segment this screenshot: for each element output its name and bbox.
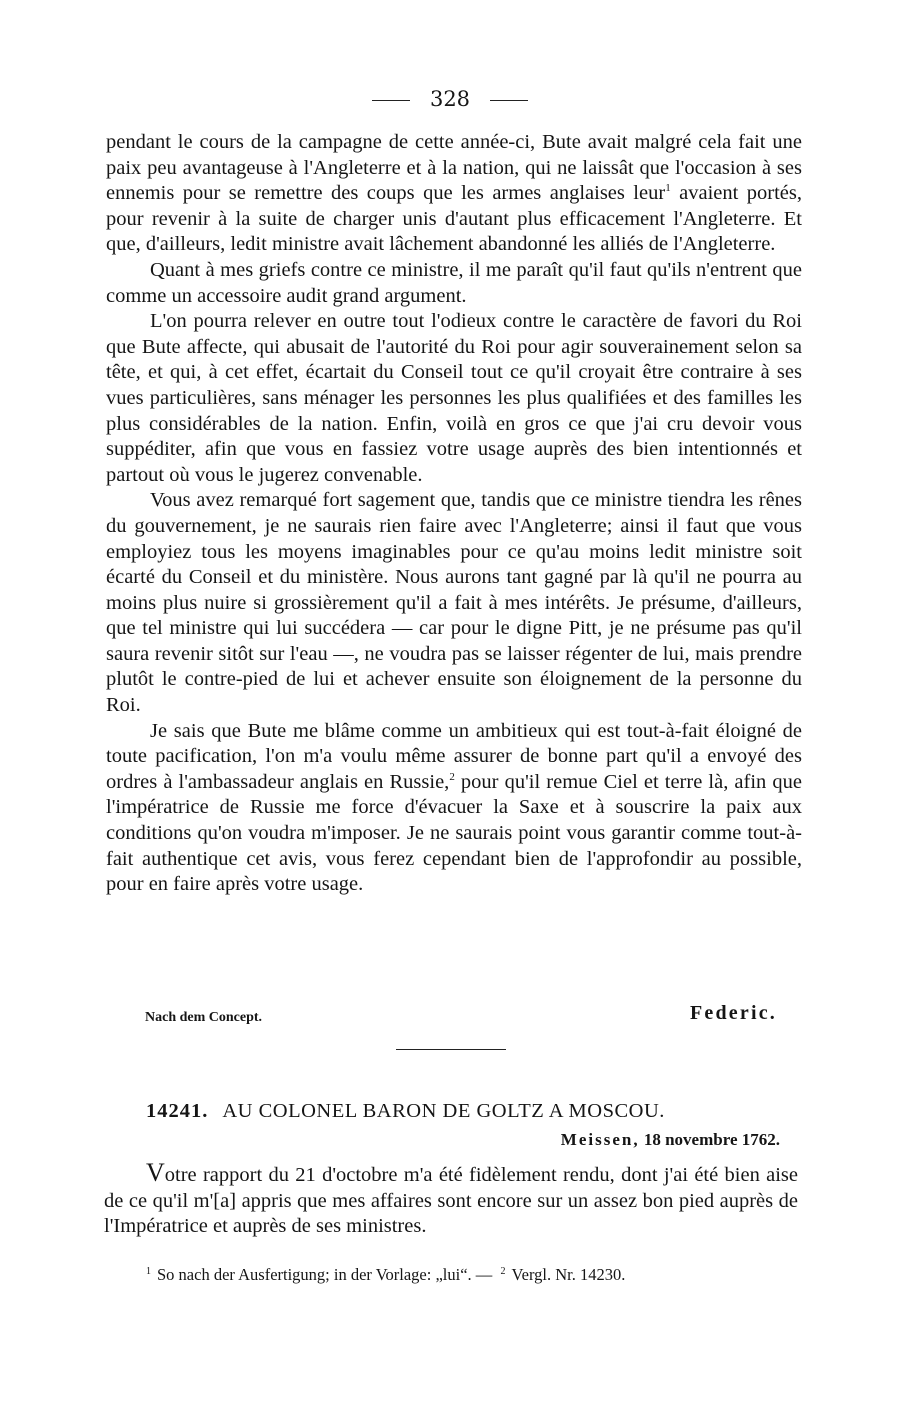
footnote-ref-2: 2 bbox=[449, 771, 455, 784]
letter-place: Meissen, bbox=[560, 1130, 640, 1149]
header-dash-right bbox=[490, 100, 528, 101]
footnote-mark-1: 1 bbox=[146, 1265, 151, 1277]
page-number: 328 bbox=[429, 87, 471, 111]
section-separator bbox=[396, 1049, 506, 1050]
letter-date: 18 novembre 1762. bbox=[643, 1130, 780, 1149]
footnotes bbox=[146, 1265, 786, 1285]
footnote-2-text: Vergl. Nr. 14230. bbox=[511, 1265, 626, 1284]
source-note: Nach dem Concept. bbox=[145, 1010, 263, 1025]
letter-paragraph-1-text: otre rapport du 21 d'octobre m'a été fidèlement rendu, dont j'ai été bien aise de ce qu'il m'[a] appris que mes affaires sont encore sur un assez bon pied auprès de l'Impératrice et auprès de ses ministres. bbox=[104, 1164, 798, 1238]
paragraph-3: L'on pourra relever en outre tout l'odieux contre le caractère de favori du Roi que Bute affecte, qui abusait de l'autorité du Roi pour agir souverainement selon sa tête, et qui, à cet effet, écartait du Conseil tout ce qu'il croyait être contraire à ses vues particulières, sans ménager les personnes les plus qualifiées et des familles les plus considérables de la nation. Enfin, voilà en gros ce que j'ai cru devoir vous suppéditer, afin que vous en fassiez votre usage auprès des bien intentionnés et partout où vous le jugerez convenable. bbox=[106, 310, 802, 486]
letter-number: 14241. bbox=[146, 1100, 209, 1122]
signature-row bbox=[145, 1002, 777, 1032]
page-header bbox=[0, 86, 900, 112]
paragraph-2: Quant à mes griefs contre ce ministre, il me paraît qu'il faut qu'ils n'entrent que comme un accessoire audit grand argument. bbox=[106, 258, 802, 307]
footnote-1-text: So nach der Ausfertigung; in der Vorlage: „lui“. — bbox=[157, 1265, 493, 1284]
paragraph-4: Vous avez remarqué fort sagement que, tandis que ce ministre tiendra les rênes du gouvernement, je ne saurais rien faire avec l'Angleterre; ainsi il faut que vous employiez tous les moyens imaginables pour ce qu'au moins ledit ministre soit écarté du Conseil et du ministère. Nous aurons tant gagné par là qu'il ne pourra au moins plus nuire si grossièrement qu'il a fait à mes intérêts. Je présume, d'ailleurs, que tel ministre qui lui succédera — car pour le digne Pitt, je ne présume pas qu'il saura revenir sitôt sur l'eau —, ne voudra pas se laisser régenter de lui, mais prendre plutôt le contre-pied de lui et achever ensuite son éloignement de la personne du Roi. bbox=[106, 489, 802, 717]
paragraph-5-text-a: Je sais que Bute me blâme comme un ambitieux qui est tout-à-fait éloigné de toute pacification, l'on m'a voulu même assurer de bonne part qu'il a envoyé des ordres à l'ambassadeur anglais en Russie, bbox=[106, 719, 802, 793]
letter-heading bbox=[146, 1100, 665, 1123]
letter-dateline bbox=[561, 1130, 780, 1150]
letter-body bbox=[104, 1160, 798, 1240]
paragraph-1-text-b: avaient portés, pour revenir à la suite de charger unis d'autant plus efficacement l'Angleterre. Et que, d'ailleurs, ledit ministre avait lâchement abandonné les alliés de l'Angleterre. bbox=[106, 182, 802, 256]
paragraph-1 bbox=[106, 130, 802, 258]
paragraph-1-text-a: pendant le cours de la campagne de cette année-ci, Bute avait malgré cela fait une paix peu avantageuse à l'Angleterre et à la nation, qui ne laissât que l'occasion à ses ennemis pour se remettre des coups que les armes anglaises leur bbox=[106, 131, 802, 205]
letter-title: AU COLONEL BARON DE GOLTZ A MOSCOU. bbox=[222, 1100, 665, 1122]
footnote-mark-2: 2 bbox=[500, 1265, 506, 1277]
signature: Federic. bbox=[689, 1002, 777, 1024]
paragraph-5 bbox=[106, 719, 802, 898]
paragraph-5-text-b: pour qu'il remue Ciel et terre là, afin que l'impératrice de Russie me force d'évacuer la Saxe et à souscrire la paix aux conditions qu'on voudra m'imposer. Je ne saurais point vous garantir comme tout-à-fait authentique cet avis, vous ferez cependant bien de l'approfondir au possible, pour en faire après votre usage. bbox=[106, 770, 802, 896]
letter-paragraph-1 bbox=[104, 1160, 798, 1240]
letter-body-continued bbox=[106, 130, 802, 898]
footnote-ref-1: 1 bbox=[665, 182, 671, 195]
header-dash-left bbox=[372, 100, 410, 101]
drop-cap: V bbox=[146, 1158, 165, 1187]
